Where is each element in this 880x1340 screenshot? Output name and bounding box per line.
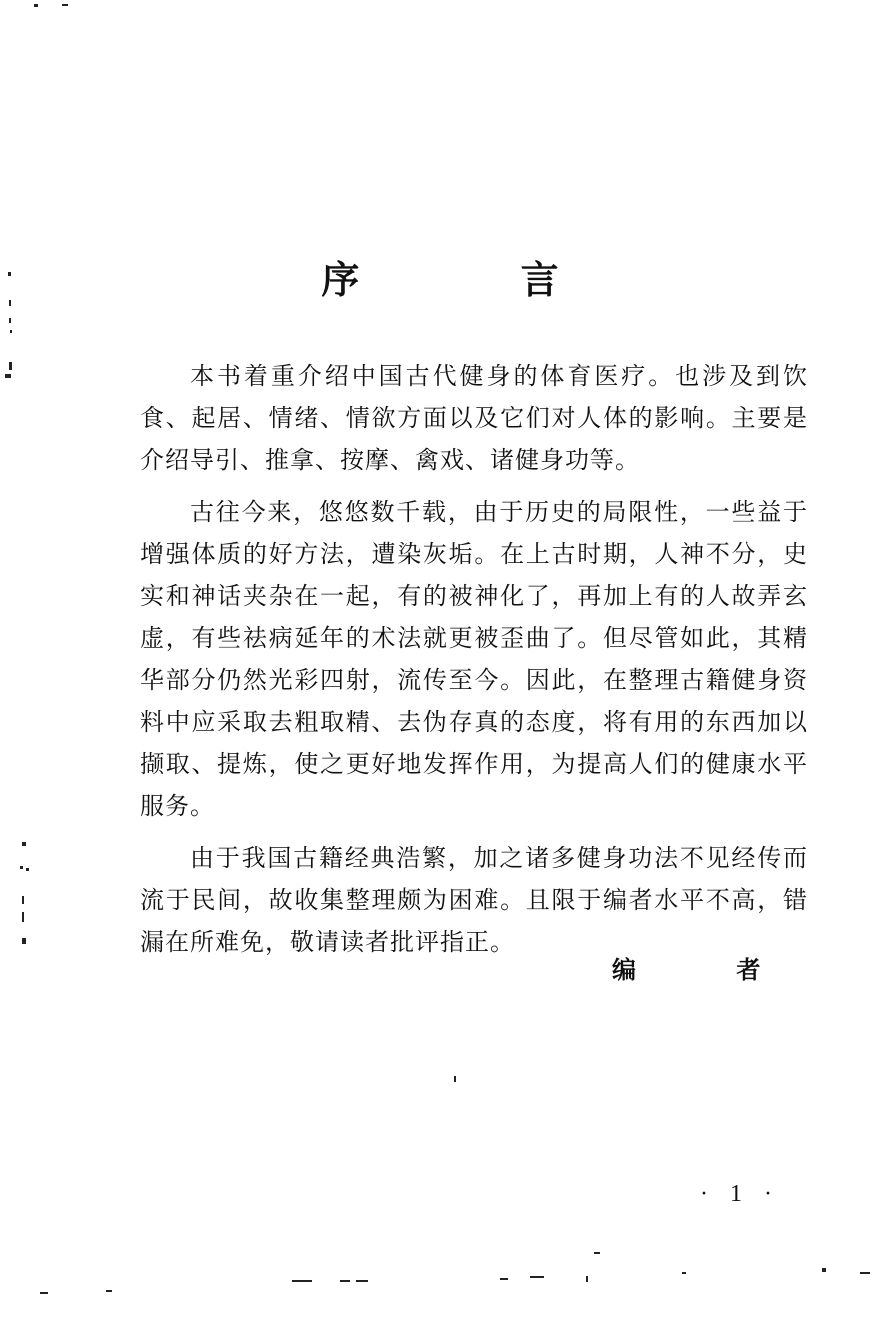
page-number: · 1 · bbox=[700, 1181, 780, 1207]
page-title: 序 言 bbox=[321, 257, 633, 302]
preface-body bbox=[140, 355, 808, 973]
paragraph: 古往今来，悠悠数千载，由于历史的局限性，一些益于增强体质的好方法，遭染灰垢。在上古时期，人神不分，史实和神话夹杂在一起，有的被神化了，再加上有的人故弄玄虚，有些祛病延年的术法就更被歪曲了。但尽管如此，其精华部分仍然光彩四射，流传至今。因此，在整理古籍健身资料中应采取去粗取精、去伪存真的态度，将有用的东西加以撷取、提炼，使之更好地发挥作用，为提高人们的健康水平服务。 bbox=[140, 498, 808, 820]
paragraph: 本书着重介绍中国古代健身的体育医疗。也涉及到饮食、起居、情绪、情欲方面以及它们对人体的影响。主要是介绍导引、推拿、按摩、禽戏、诸健身功等。 bbox=[140, 362, 808, 474]
paragraph: 由于我国古籍经典浩繁，加之诸多健身功法不见经传而流于民间，故收集整理颇为困难。且限于编者水平不高，错漏在所难免，敬请读者批评指正。 bbox=[140, 844, 808, 956]
author-signature: 编 者 bbox=[612, 955, 807, 984]
